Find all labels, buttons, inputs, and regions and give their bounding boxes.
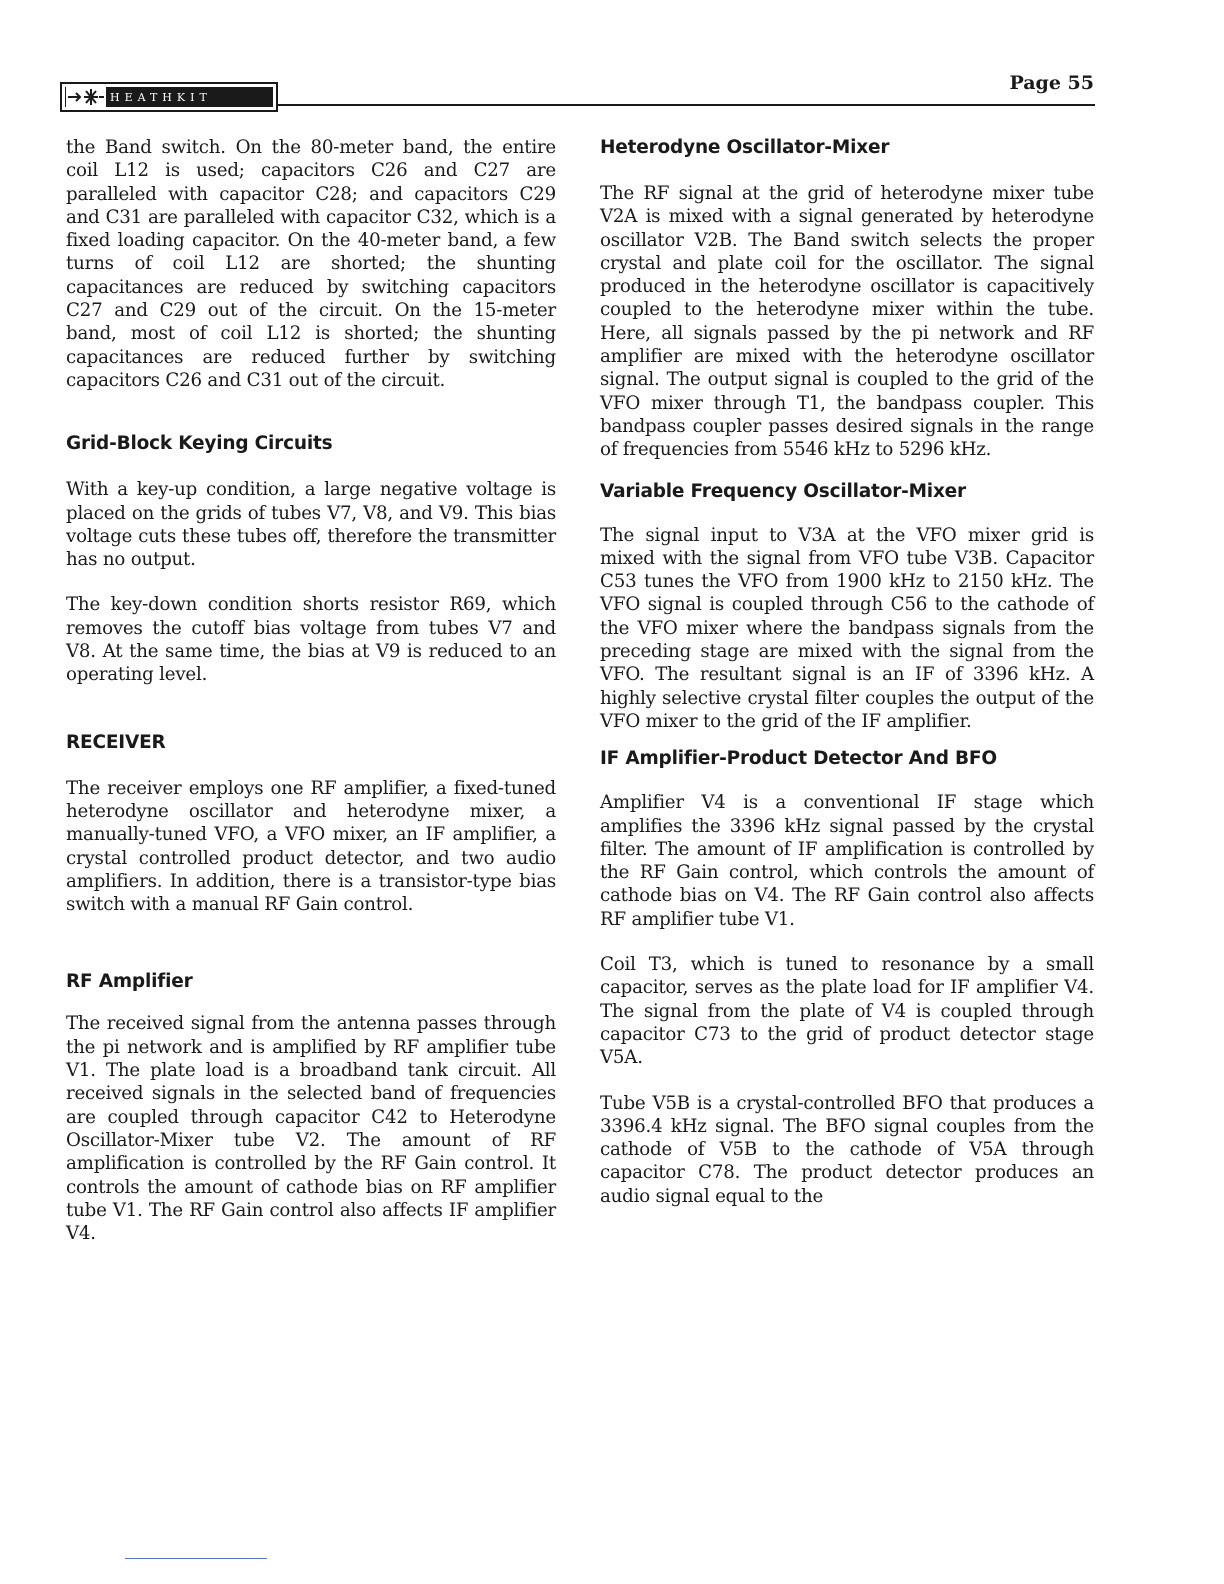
receiver-paragraph: The receiver employs one RF amplifier, a fixed-tuned heterodyne oscillator and heterodyne mixer, a manually-tuned VFO, a VFO mixer, an IF amplifier, a crystal controlled product detector, and two audio amplifiers. In addition, there is a transistor-type bias switch with a manual RF Gain control. xyxy=(66,777,556,916)
heterodyne-oscillator-mixer-heading: Heterodyne Oscillator-Mixer xyxy=(600,137,890,158)
heterodyne-paragraph: The RF signal at the grid of heterodyne mixer tube V2A is mixed with a signal generated by heterodyne oscillator V2B. The Band switch selects the proper crystal and plate coil for the oscillator. The signal produced in the heterodyne oscillator is capacitively coupled to the heterodyne mixer within the tube. Here, all signals passed by the pi network and RF amplifier are mixed with the heterodyne oscillator signal. The output signal is coupled to the grid of the VFO mixer through T1, the bandpass coupler. This bandpass coupler passes desired signals in the range of frequencies from 5546 kHz to 5296 kHz. xyxy=(600,183,1094,461)
band-switch-paragraph: the Band switch. On the 80-meter band, the entire coil L12 is used; capacitors C26 and C27 are paralleled with capacitor C28; and capacitors C29 and C31 are paralleled with capacitor C32, which is a fixed loading capacitor. On the 40-meter band, a few turns of coil L12 are shorted; the shunting capacitances are reduced by switching capacitors C27 and C29 out of the circuit. On the 15-meter band, most of coil L12 is shorted; the shunting capacitances are reduced further by switching capacitors C26 and C31 out of the circuit. xyxy=(66,137,556,391)
key-up-paragraph: With a key-up condition, a large negative voltage is placed on the grids of tubes V7, V8, and V9. This bias voltage cuts these tubes off, therefore the transmitter has no output. xyxy=(66,479,556,571)
key-down-paragraph: The key-down condition shorts resistor R69, which removes the cutoff bias voltage from tubes V7 and V8. At the same time, the bias at V9 is reduced to an operating level. xyxy=(66,594,556,686)
rf-amplifier-paragraph: The received signal from the antenna passes through the pi network and is amplified by RF amplifier tube V1. The plate load is a broadband tank circuit. All received signals in the selected band of frequencies are coupled through capacitor C42 to Heterodyne Oscillator-Mixer tube V2. The amount of RF amplification is controlled by the RF Gain control. It controls the amount of cathode bias on RF amplifier tube V1. The RF Gain control also affects IF amplifier V4. xyxy=(66,1013,556,1245)
right-column xyxy=(600,136,1094,1208)
left-column xyxy=(66,136,556,1245)
if-amplifier-heading: IF Amplifier-Product Detector And BFO xyxy=(600,748,997,770)
grid-block-keying-heading: Grid-Block Keying Circuits xyxy=(66,433,333,455)
logo-text: HEATHKIT xyxy=(110,90,212,104)
if-amplifier-paragraph: Amplifier V4 is a conventional IF stage which amplifies the 3396 kHz signal passed by the crystal filter. The amount of IF amplification is controlled by the RF Gain control, which controls the amount of cathode bias on V4. The RF Gain control also affects RF amplifier tube V1. xyxy=(600,792,1094,930)
heathkit-logo xyxy=(60,82,278,112)
footer-line xyxy=(125,1558,267,1559)
coil-t3-paragraph: Coil T3, which is tuned to resonance by a small capacitor, serves as the plate load for IF amplifier V4. The signal from the plate of V4 is coupled through capacitor C73 to the grid of product detector stage V5A. xyxy=(600,954,1094,1069)
bfo-paragraph: Tube V5B is a crystal-controlled BFO that produces a 3396.4 kHz signal. The BFO signal couples from the cathode of V5B to the cathode of V5A through capacitor C78. The product detector produces an audio signal equal to the xyxy=(600,1092,1094,1207)
page-number: Page 55 xyxy=(1009,72,1094,94)
vfo-mixer-heading: Variable Frequency Oscillator-Mixer xyxy=(600,480,966,502)
receiver-heading: RECEIVER xyxy=(66,731,166,753)
heathkit-emblem-icon xyxy=(66,86,106,108)
vfo-paragraph: The signal input to V3A at the VFO mixer grid is mixed with the signal from VFO tube V3B. Capacitor C53 tunes the VFO from 1900 kHz to 2150 kHz. The VFO signal is coupled through C56 to the cathode of the VFO mixer where the bandpass signals from the preceding stage are mixed with the signal from the VFO. The resultant signal is an IF of 3396 kHz. A highly selective crystal filter couples the output of the VFO mixer to the grid of the IF amplifier. xyxy=(600,524,1094,732)
header-rule xyxy=(276,104,1095,106)
rf-amplifier-heading: RF Amplifier xyxy=(66,971,193,993)
